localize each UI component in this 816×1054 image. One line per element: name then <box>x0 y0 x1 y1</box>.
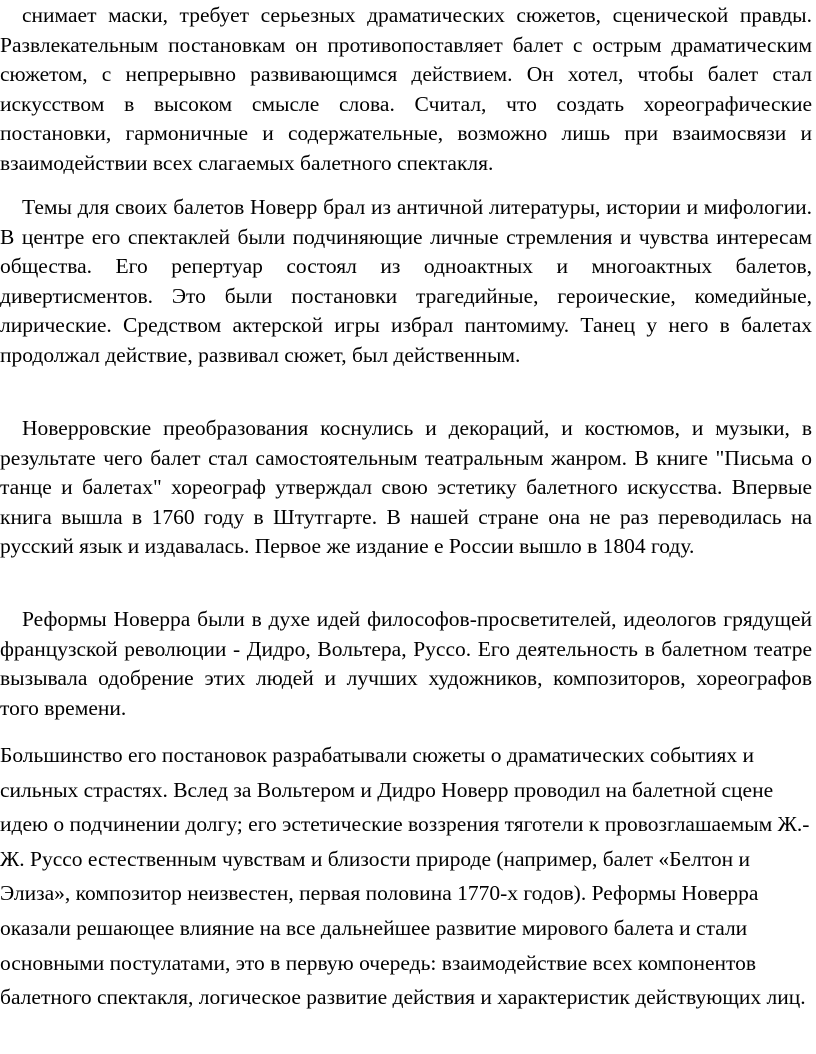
paragraph-2: Темы для своих балетов Новерр брал из античной литературы, истории и мифологии. В центре его спектаклей были подчиняющие личные стремления и чувства интересам общества. Его репертуар состоял из одноактных и многоактных балетов, дивертисментов. Это были постановки трагедийные, героические, комедийные, лирические. Средством актерской игры избрал пантомиму. Танец у него в балетах продолжал действие, развивал сюжет, был действенным. <box>0 195 812 367</box>
paragraph-3: Новерровские преобразования коснулись и декораций, и костюмов, и музыки, в результате чего балет стал самостоятельным театральным жанром. В книге "Письма о танце и балетах" хореограф утверждал свою эстетику балетного искусства. Впервые книга вышла в 1760 году в Штутгарте. В нашей стране она не раз переводилась на русский язык и издавалась. Первое же издание е России вышло в 1804 году. <box>0 416 812 558</box>
paragraph-4: Реформы Новерра были в духе идей философов-просветителей, идеологов грядущей французской революции - Дидро, Вольтера, Руссо. Его деятельность в балетном театре вызывала одобрение этих людей и лучших художников, композиторов, хореографов того времени. <box>0 607 812 720</box>
paragraph-1: снимает маски, требует серьезных драматических сюжетов, сценической правды. Развлекательным постановкам он противопоставляет балет с острым драматическим сюжетом, с непрерывно развивающимся действием. Он хотел, чтобы балет стал искусством в высоком смысле слова. Считал, что создать хореографические постановки, гармоничные и содержательные, возможно лишь при взаимосвязи и взаимодействии всех слагаемых балетного спектакля. <box>0 3 812 175</box>
paragraph-5: Большинство его постановок разрабатывали сюжеты о драматических событиях и сильных страстях. Вслед за Вольтером и Дидро Новерр проводил на балетной сцене идею о подчинении долгу; его эстетические воззрения тяготели к провозглашаемым Ж.-Ж. Руссо естественным чувствам и близости природе (например, балет «Белтон и Элиза», композитор неизвестен, первая половина 1770-х годов). Реформы Новерра оказали решающее влияние на все дальнейшее развитие мирового балета и стали основными постулатами, это в первую очередь: взаимодействие всех компонентов балетного спектакля, логическое развитие действия и характеристик действующих лиц. <box>0 743 810 1010</box>
